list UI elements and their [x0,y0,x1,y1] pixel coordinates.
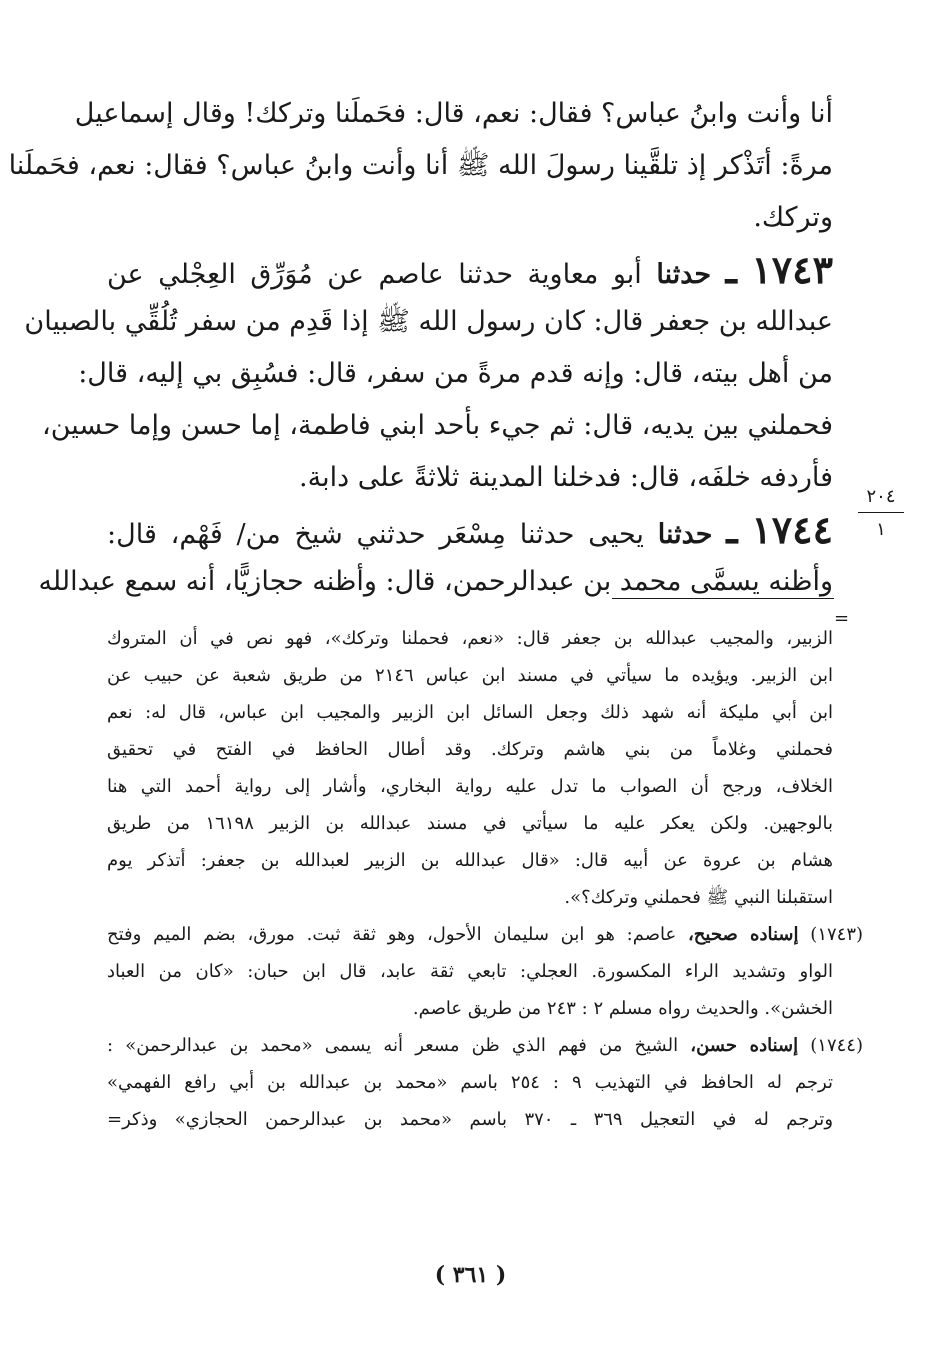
footnote-line: بالوجهين. ولكن يعكر عليه ما سيأتي في مسند عبدالله بن الزبير ١٦١٩٨ من طريق [107,813,833,834]
hadith-number: ١٧٤٤ [751,507,833,552]
footnote-text: عاصم: هو ابن سليمان الأحول، وهو ثقة ثبت. مورق، بضم الميم وفتح [107,924,677,945]
footnote-1743-first-line [107,916,863,953]
text-line: وأظنه يسمَّى محمد بن عبدالرحمن، قال: وأظنه حجازيًّا، أنه سمع عبدالله [38,566,833,597]
main-text [8,88,833,608]
footnote-line: ابن أبي مليكة أنه شهد ذلك وجعل السائل ابن الزبير والمجيب ابن عباس، قال له: نعم [107,702,833,723]
footnote-line: الخلاف، ورجح أن الصواب ما تدل عليه رواية البخاري، وأشار إلى رواية أحمد التي هنا [107,776,833,797]
text-line: وتركك. [753,202,833,233]
hadith-keyword: حدثنا [656,259,712,290]
page-number: ( ٣٦١ ) [434,1262,507,1288]
text-line: فأردفه خلفَه، قال: فدخلنا المدينة ثلاثةً على دابة. [299,462,833,493]
text-line: مرةً: أتَذْكر إذ تلقَّينا رسولَ الله ﷺ أنا وأنت وابنُ عباس؟ فقال: نعم، فحَملَنا [8,150,833,181]
margin-volume-page: ٢٠٤ [858,486,904,513]
footnote-continuation-marker: = [834,608,850,629]
footnote-line: فحملني وغلاماً من بني هاشم وتركك. وقد أطال الحافظ في الفتح في تحقيق [107,739,833,760]
hadith-1744-heading-line [107,504,833,556]
margin-part: ١ [876,519,886,540]
footnote-line: هشام بن عروة عن أبيه قال: «قال عبدالله بن الزبير لعبدالله بن جعفر: أتذكر يوم [107,850,833,871]
footnote-grade: إسناده صحيح، [688,924,799,945]
footnote-ref: (١٧٤٣) [810,924,864,945]
hadith-keyword: حدثنا [657,519,713,550]
footnote-line: الزبير، والمجيب عبدالله بن جعفر قال: «نعم، فحملنا وتركك»، فهو نص في أن المتروك [107,628,833,649]
footnote-line: الخشن». والحديث رواه مسلم ٢ : ٢٤٣ من طريق عاصم. [412,998,833,1019]
footnote-line: ابن الزبير. ويؤيده ما سيأتي في مسند ابن عباس ٢١٤٦ من طريق شعبة عن حبيب عن [107,665,833,686]
hadith-dash: ـ [726,507,738,552]
text-line: فحملني بين يديه، قال: ثم جيء بأحد ابني فاطمة، إما حسن وإما حسين، [42,410,833,441]
text-line: أنا وأنت وابنُ عباس؟ فقال: نعم، قال: فحَملَنا وتركك! وقال إسماعيل [74,98,833,129]
footnote-text: الشيخ من فهم الذي ظن مسعر أنه يسمى «محمد بن عبدالرحمن» : [107,1035,679,1056]
footnote-line: الواو وتشديد الراء المكسورة. العجلي: تابعي ثقة عابد، قال ابن حبان: «كان من العباد [107,961,833,982]
footnote-ref: (١٧٤٤) [810,1035,863,1056]
footnote-grade: إسناده حسن، [690,1035,799,1056]
text-line: أبو معاوية حدثنا عاصم عن مُوَرِّق العِجْلي عن [107,259,642,290]
margin-reference [858,486,904,541]
footnotes [107,620,864,1138]
text-line: من أهل بيته، قال: وإنه قدم مرةً من سفر، قال: فسُبِق بي إليه، قال: [78,358,833,389]
footnote-line: استقبلنا النبي ﷺ فحملني وتركك؟». [564,887,833,908]
hadith-dash: ـ [725,247,737,292]
hadith-1743-heading-line [107,244,833,296]
footnote-line: وترجم له في التعجيل ٣٦٩ ـ ٣٧٠ باسم «محمد بن عبدالرحمن الحجازي» وذكر= [107,1109,834,1130]
footnote-1744-first-line [107,1027,863,1064]
footnote-line: ترجم له الحافظ في التهذيب ٩ : ٢٥٤ باسم «محمد بن عبدالله بن أبي رافع الفهمي» [107,1072,834,1093]
text-line: عبدالله بن جعفر قال: كان رسول الله ﷺ إذا قَدِم من سفر تُلُقِّي بالصبيان [24,306,833,337]
hadith-number: ١٧٤٣ [751,247,833,292]
footnote-separator [612,598,834,599]
text-line: يحيى حدثنا مِسْعَر حدثني شيخ من/ فَهْم، قال: [107,519,644,550]
